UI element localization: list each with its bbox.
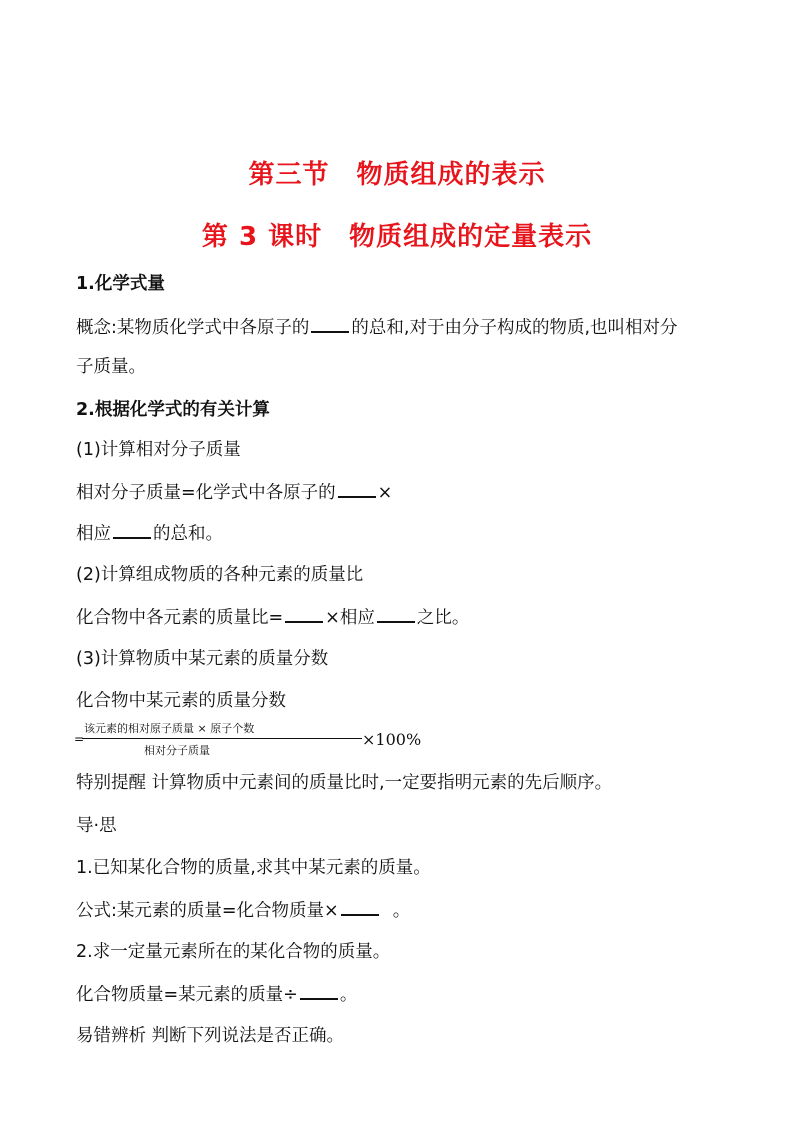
formula-numerator: 该元素的相对原子质量 × 原子个数 xyxy=(84,722,255,735)
fill-blank xyxy=(285,605,323,623)
formula-denominator: 相对分子质量 xyxy=(144,744,210,757)
fill-blank xyxy=(311,315,349,333)
relative-mass-text: 相对分子质量=化学式中各原子的 xyxy=(76,483,336,503)
mass-ratio-text-a: 化合物中各元素的质量比= xyxy=(76,608,284,628)
guide-formula-2-text: 化合物质量=某元素的质量÷ xyxy=(76,985,298,1005)
fill-blank xyxy=(113,521,151,539)
mass-fraction-formula xyxy=(74,718,422,762)
formula-equals: = xyxy=(74,732,85,746)
section-heading-1: 1.化学式量 xyxy=(76,274,165,294)
relative-mass-line xyxy=(76,480,392,505)
relative-mass-text-c: 的总和。 xyxy=(153,524,223,544)
fill-blank xyxy=(338,480,376,498)
fraction-bar xyxy=(82,738,362,739)
guide-formula-2-end: 。 xyxy=(339,985,358,1005)
guide-item-1: 1.已知某化合物的质量,求其中某元素的质量。 xyxy=(76,858,431,878)
guide-formula-1 xyxy=(76,898,410,923)
subsection-3-title: (3)计算物质中某元素的质量分数 xyxy=(76,649,329,669)
fill-blank xyxy=(341,898,379,916)
guide-formula-1-text: 公式:某元素的质量=化合物质量× xyxy=(76,901,339,921)
concept-line xyxy=(76,315,678,340)
subsection-2-title: (2)计算组成物质的各种元素的质量比 xyxy=(76,565,364,585)
mass-ratio-text-b: ×相应 xyxy=(325,608,375,628)
mass-ratio-text-c: 之比。 xyxy=(416,608,470,628)
concept-text-a: 概念:某物质化学式中各原子的 xyxy=(76,318,310,338)
subsection-1-title: (1)计算相对分子质量 xyxy=(76,440,241,460)
relative-mass-text-b: 相应 xyxy=(76,524,111,544)
relative-mass-line-cont xyxy=(76,521,223,546)
guide-formula-2 xyxy=(76,982,357,1007)
mass-fraction-line: 化合物中某元素的质量分数 xyxy=(76,691,286,711)
mass-ratio-line xyxy=(76,605,469,630)
section-heading-2: 2.根据化学式的有关计算 xyxy=(76,400,270,420)
concept-text-b: 的总和,对于由分子构成的物质,也叫相对分 xyxy=(351,318,678,338)
concept-line-cont: 子质量。 xyxy=(76,357,146,377)
guide-formula-1-end: 。 xyxy=(392,901,411,921)
fill-blank xyxy=(377,605,415,623)
page-subtitle: 第 3 课时 物质组成的定量表示 xyxy=(201,222,593,252)
times-sign: × xyxy=(377,483,393,503)
guide-heading: 导·思 xyxy=(76,816,117,836)
fill-blank xyxy=(300,982,338,1000)
special-tip: 特别提醒 计算物质中元素间的质量比时,一定要指明元素的先后顺序。 xyxy=(76,773,613,793)
error-analysis: 易错辨析 判断下列说法是否正确。 xyxy=(76,1026,345,1046)
page-title: 第三节 物质组成的表示 xyxy=(248,160,546,190)
guide-item-2: 2.求一定量元素所在的某化合物的质量。 xyxy=(76,942,391,962)
formula-percent: ×100% xyxy=(362,730,422,749)
